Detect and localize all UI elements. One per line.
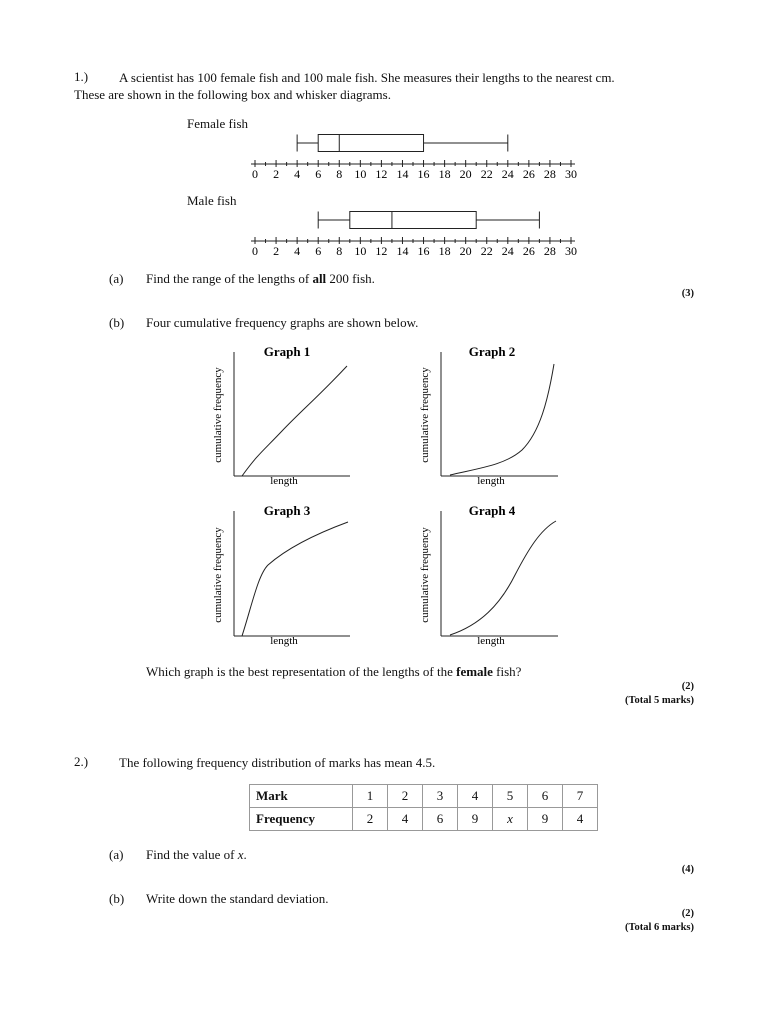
mark-cell: 6 bbox=[528, 785, 563, 808]
q1-total-marks: (Total 5 marks) bbox=[624, 695, 694, 706]
female-tick-label: 4 bbox=[294, 167, 301, 181]
table-row-mark bbox=[250, 785, 598, 808]
female-tick-label: 20 bbox=[459, 167, 472, 181]
graph-4 bbox=[419, 503, 558, 647]
table-row-frequency bbox=[250, 808, 598, 831]
graph-1-xlabel: length bbox=[270, 475, 298, 487]
female-tick-label: 12 bbox=[375, 167, 388, 181]
graph-2-title: Graph 2 bbox=[468, 344, 516, 359]
mark-cell: 3 bbox=[423, 785, 458, 808]
female-box-whisker bbox=[297, 135, 508, 152]
male-axis bbox=[251, 237, 577, 258]
male-tick-label: 8 bbox=[336, 244, 343, 258]
row-header-mark: Mark bbox=[250, 785, 353, 808]
graph-2-xlabel: length bbox=[477, 475, 505, 487]
male-tick-label: 2 bbox=[273, 244, 280, 258]
male-fish-label: Male fish bbox=[187, 193, 237, 208]
q1-part-b-question-bold: female bbox=[456, 664, 493, 679]
q2-part-a-marks: (4) bbox=[681, 864, 694, 875]
frequency-table bbox=[249, 784, 598, 831]
female-axis bbox=[251, 160, 577, 181]
graph-4-ylabel: cumulative frequency bbox=[419, 527, 431, 623]
q1-part-a-text-after: 200 fish. bbox=[326, 271, 375, 286]
graph-3-curve bbox=[242, 522, 348, 636]
q1-part-b-marks: (2) bbox=[681, 681, 694, 692]
frequency-cell: 4 bbox=[388, 808, 423, 831]
female-tick-label: 28 bbox=[543, 167, 556, 181]
graph-1-ylabel: cumulative frequency bbox=[212, 367, 224, 463]
q1-part-b-question-after: fish? bbox=[492, 664, 522, 679]
graph-3-xlabel: length bbox=[270, 635, 298, 647]
row-header-frequency: Frequency bbox=[250, 808, 353, 831]
q1-part-a-label: (a) bbox=[109, 271, 124, 286]
frequency-cell: 4 bbox=[563, 808, 598, 831]
q2-part-b-marks: (2) bbox=[681, 908, 694, 919]
female-tick-label: 26 bbox=[522, 167, 535, 181]
question-1-number: 1.) bbox=[74, 69, 89, 84]
male-tick-label: 28 bbox=[543, 244, 556, 258]
graph-2 bbox=[419, 344, 558, 487]
question-2-intro: The following frequency distribution of marks has mean 4.5. bbox=[119, 755, 436, 770]
q2-part-a-text-before: Find the value of bbox=[146, 847, 238, 862]
mark-cell: 1 bbox=[353, 785, 388, 808]
male-tick-label: 30 bbox=[565, 244, 577, 258]
question-1-intro-line2: These are shown in the following box and whisker diagrams. bbox=[74, 87, 391, 102]
graph-1-title: Graph 1 bbox=[263, 344, 311, 359]
female-tick-label: 10 bbox=[354, 167, 367, 181]
male-tick-label: 6 bbox=[315, 244, 322, 258]
q2-part-a-text bbox=[146, 847, 247, 863]
q1-part-a-text bbox=[146, 271, 375, 287]
male-tick-label: 14 bbox=[396, 244, 409, 258]
graph-4-curve bbox=[450, 521, 556, 635]
q1-part-a-marks: (3) bbox=[681, 288, 694, 299]
mark-cell: 5 bbox=[493, 785, 528, 808]
male-box bbox=[350, 212, 476, 229]
q2-part-a-variable: x bbox=[237, 847, 244, 862]
graph-1-curve bbox=[242, 366, 347, 476]
male-tick-label: 16 bbox=[417, 244, 430, 258]
q1-part-b-question-before: Which graph is the best representation of the lengths of the bbox=[146, 664, 457, 679]
frequency-cell: 9 bbox=[458, 808, 493, 831]
male-tick-label: 0 bbox=[252, 244, 258, 258]
female-tick-label: 0 bbox=[252, 167, 258, 181]
mark-cell: 7 bbox=[563, 785, 598, 808]
mark-cell: 2 bbox=[388, 785, 423, 808]
graph-1 bbox=[212, 344, 350, 487]
graph-2-ylabel: cumulative frequency bbox=[419, 367, 431, 463]
female-tick-label: 18 bbox=[438, 167, 451, 181]
male-tick-label: 18 bbox=[438, 244, 451, 258]
frequency-cell: 2 bbox=[353, 808, 388, 831]
male-tick-label: 20 bbox=[459, 244, 472, 258]
question-1-intro-line1: A scientist has 100 female fish and 100 male fish. She measures their lengths to the nearest cm. bbox=[119, 70, 615, 85]
female-tick-label: 22 bbox=[480, 167, 493, 181]
q1-part-b-question bbox=[146, 664, 521, 680]
female-box bbox=[318, 135, 423, 152]
q1-part-b-text: Four cumulative frequency graphs are shown below. bbox=[146, 315, 419, 330]
question-2-number: 2.) bbox=[74, 754, 89, 769]
male-tick-label: 24 bbox=[501, 244, 514, 258]
female-tick-label: 16 bbox=[417, 167, 430, 181]
male-box-whisker bbox=[318, 212, 539, 229]
graph-3-title: Graph 3 bbox=[263, 503, 311, 518]
female-tick-label: 14 bbox=[396, 167, 409, 181]
q2-total-marks: (Total 6 marks) bbox=[624, 922, 694, 933]
q2-part-b-label: (b) bbox=[109, 891, 125, 906]
female-tick-label: 6 bbox=[315, 167, 322, 181]
graph-4-title: Graph 4 bbox=[468, 503, 516, 518]
graph-3-ylabel: cumulative frequency bbox=[212, 527, 224, 623]
male-tick-label: 4 bbox=[294, 244, 301, 258]
q1-part-a-text-before: Find the range of the lengths of bbox=[146, 271, 313, 286]
q1-part-a-text-bold: all bbox=[312, 271, 327, 286]
mark-cell: 4 bbox=[458, 785, 493, 808]
q2-part-b-text: Write down the standard deviation. bbox=[146, 891, 329, 906]
graph-2-curve bbox=[450, 364, 554, 475]
male-tick-label: 22 bbox=[480, 244, 493, 258]
q2-part-a-label: (a) bbox=[109, 847, 124, 862]
female-tick-label: 8 bbox=[336, 167, 343, 181]
q1-part-b-label: (b) bbox=[109, 315, 125, 330]
male-tick-label: 12 bbox=[375, 244, 388, 258]
female-tick-label: 24 bbox=[501, 167, 514, 181]
frequency-cell: x bbox=[493, 808, 528, 831]
female-tick-label: 2 bbox=[273, 167, 280, 181]
graph-4-xlabel: length bbox=[477, 635, 505, 647]
graph-3 bbox=[212, 503, 350, 647]
frequency-cell: 9 bbox=[528, 808, 563, 831]
female-fish-label: Female fish bbox=[187, 116, 249, 131]
q2-part-a-text-after: . bbox=[243, 847, 247, 862]
female-tick-label: 30 bbox=[565, 167, 577, 181]
male-tick-label: 10 bbox=[354, 244, 367, 258]
male-tick-label: 26 bbox=[522, 244, 535, 258]
frequency-cell: 6 bbox=[423, 808, 458, 831]
